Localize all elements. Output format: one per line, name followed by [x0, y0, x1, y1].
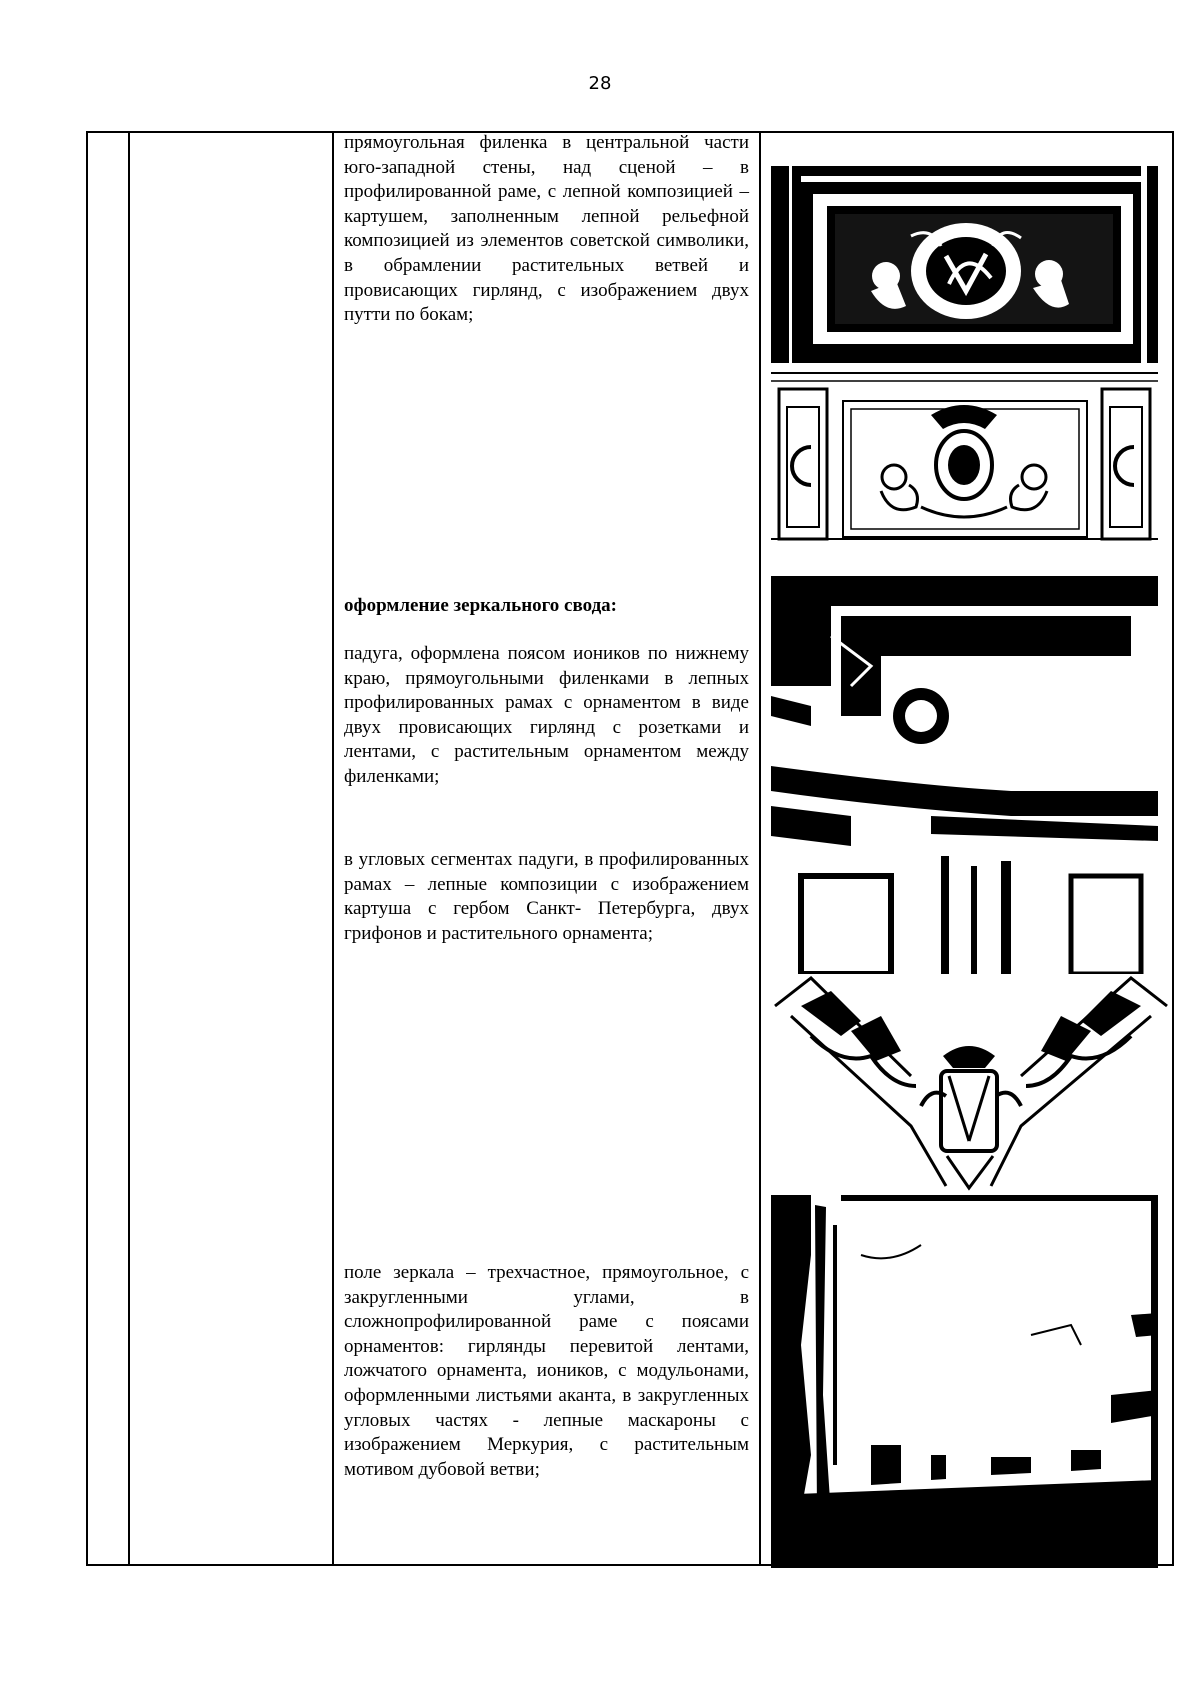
- spb-arms-corner-drawing: [771, 976, 1171, 1196]
- vault-corner-photo: [771, 576, 1158, 974]
- image-cell: [760, 132, 1173, 1565]
- element-cell: [129, 132, 333, 1565]
- mirror-ceiling-photo: [771, 1195, 1158, 1568]
- vault-heading: оформление зеркального свода:: [344, 595, 618, 616]
- number-cell: [87, 132, 129, 1565]
- corner-segments-description: в угловых сегментах падуги, в профилированных рамах – лепные композиции с изображением картуша с гербом Санкт- Петербурга, двух грифонов и растительного орнамента;: [344, 849, 749, 944]
- padug-description: падуга, оформлена поясом иоников по нижнему краю, прямоугольными филенками в лепных профилированных рамах с орнаментом в виде двух провисающих гирлянд с розетками и лентами, с растительным орнаментом между филенками;: [344, 643, 749, 787]
- monument-table: [86, 131, 1174, 1566]
- mirror-field-description: поле зеркала – трехчастное, прямоугольное, с закругленными углами, в сложнопрофилированной раме с поясами орнаментов: гирлянды перевитой лентами, ложчатого орнамента, иоников, с модульонами, оформленными листьями аканта, в закругленных угловых частях - лепные маскароны с изображением Меркурия, с растительным мотивом дубовой ветви;: [344, 1262, 749, 1480]
- imperial-cartouche-drawing: [771, 367, 1158, 543]
- table-row: [87, 132, 1173, 1565]
- soviet-cartouche-photo: [771, 166, 1158, 363]
- description-cell: [333, 132, 760, 1565]
- page-number: 28: [588, 73, 612, 94]
- panel-description: прямоугольная филенка в центральной части юго-западной стены, над сценой – в профилированной раме, с лепной композицией – картушем, заполненным лепной рельефной композицией из элементов советской символики, в обрамлении растительных ветвей и провисающих гирлянд, с изображением двух путти по бокам;: [344, 132, 749, 326]
